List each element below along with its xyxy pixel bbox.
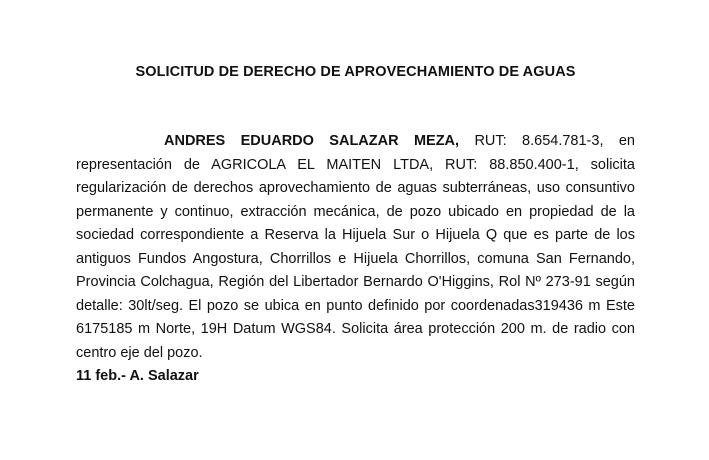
document-body (76, 130, 635, 365)
document-title: SOLICITUD DE DERECHO DE APROVECHAMIENTO DE AGUAS (135, 64, 576, 80)
applicant-name: ANDRES EDUARDO SALAZAR MEZA, (164, 133, 460, 149)
signature-line: 11 feb.- A. Salazar (76, 368, 199, 384)
body-text: RUT: 8.654.781-3, en representación de AGRICOLA EL MAITEN LTDA, RUT: 88.850.400-1, solicita regularización de derechos aprovechamiento de aguas subterráneas, uso consuntivo permanente y continuo, extracción mecánica, de pozo ubicado en propiedad de la sociedad correspondiente a Reserva la Hijuela Sur o Hijuela Q que es parte de los antiguos Fundos Angostura, Chorrillos e Hijuela Chorrillos, comuna San Fernando, Provincia Colchagua, Región del Libertador Bernardo O'Higgins, Rol Nº 273-91 según detalle: 30lt/seg. El pozo se ubica en punto definido por coordenadas319436 m Este 6175185 m Norte, 19H Datum WGS84. Solicita área protección 200 m. de radio con centro eje del pozo. (76, 133, 635, 361)
document (76, 60, 635, 389)
